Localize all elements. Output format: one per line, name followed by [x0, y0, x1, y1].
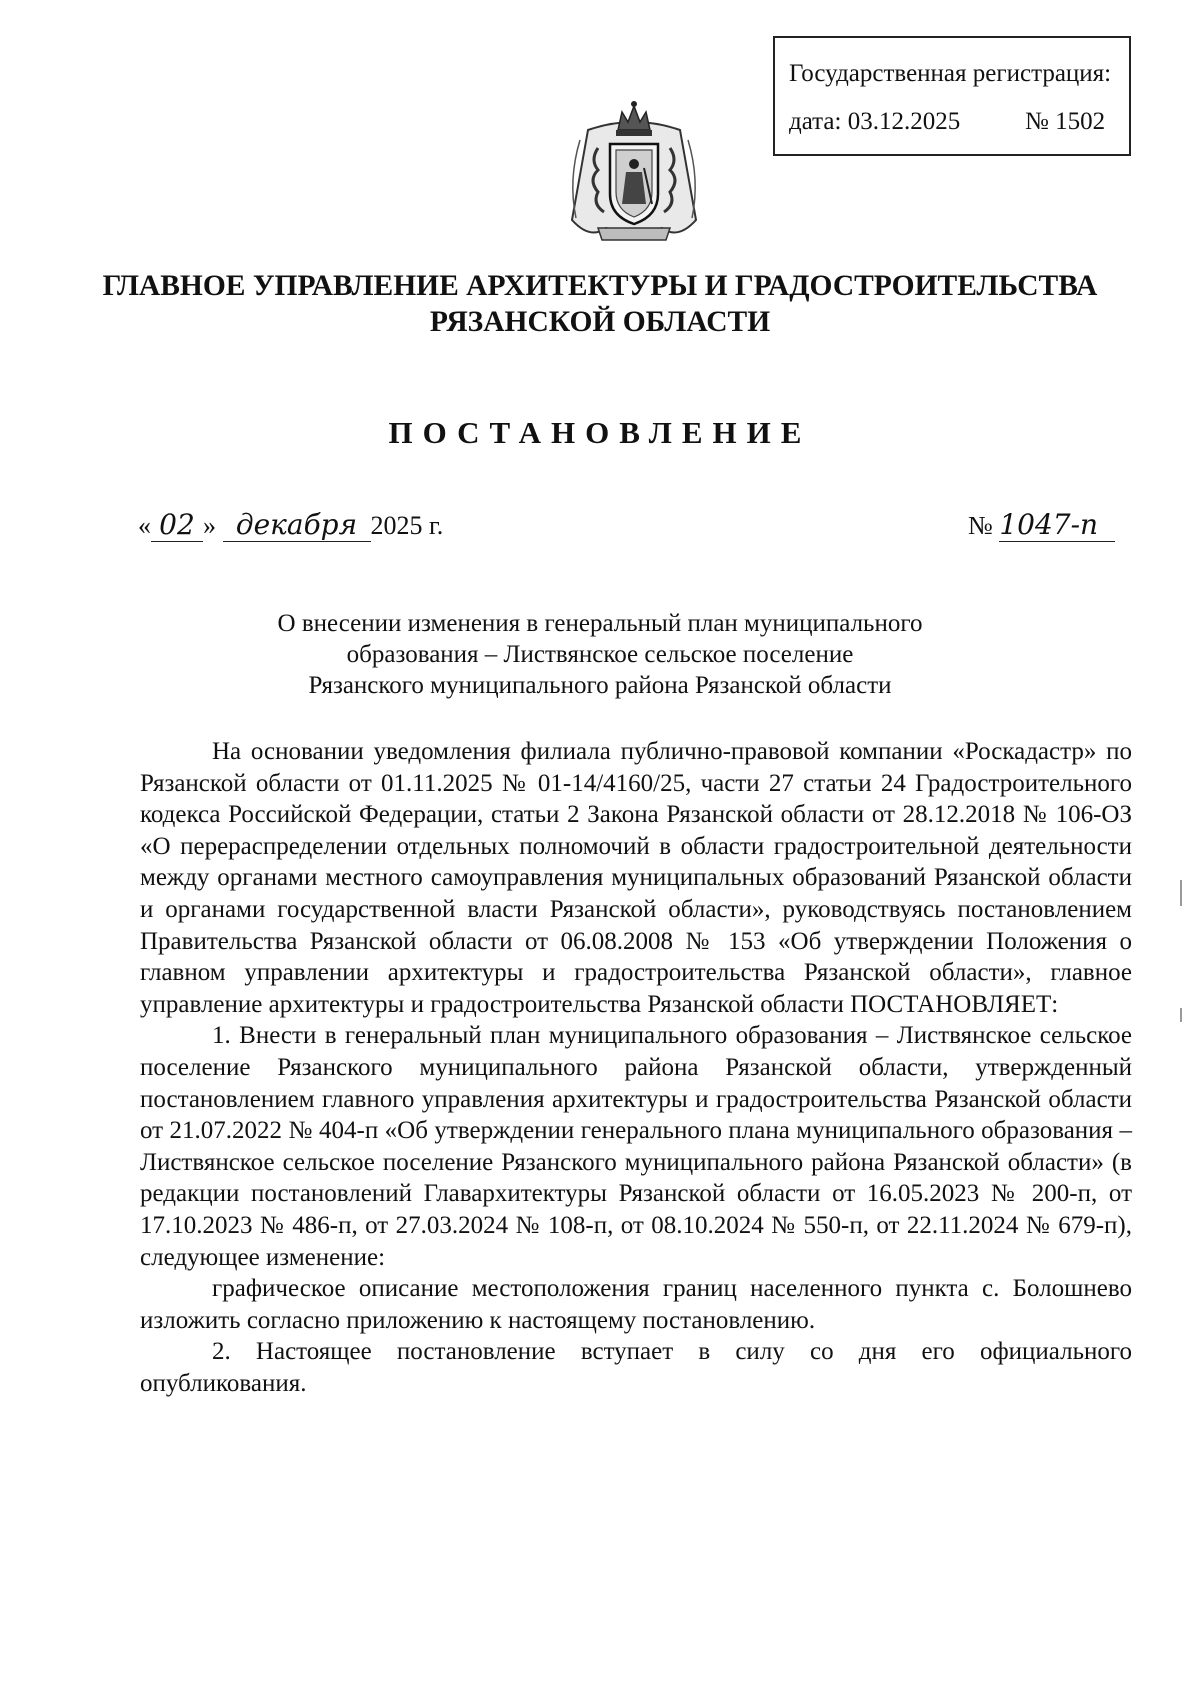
document-type: ПОСТАНОВЛЕНИЕ — [388, 415, 812, 450]
decree-month: декабря — [223, 508, 371, 542]
preamble-paragraph: На основании уведомления филиала публично-правовой компании «Роскадастр» по Рязанской области от 01.11.2025 № 01-14/4160/25, части 27 статьи 24 Градостроительного кодекса Российской Федерации, статьи 2 Закона Рязанской области от 28.12.2018 № 106-ОЗ «О перераспределении отдельных полномочий в области градостроительной деятельности между органами местного самоуправления муниципальных образований Рязанской области и органами государственной власти Рязанской области», руководствуясь постановлением Правительства Рязанской области от 06.08.2008 № 153 «Об утверждении Положения о главном управлении архитектуры и градостроительства Рязанской области», главное управление архитектуры и градостроительства Рязанской области ПОСТАНОВЛЯЕТ: — [140, 738, 1132, 1018]
item-1-paragraph: 1. Внести в генеральный план муниципального образования – Листвянское сельское поселение Рязанского муниципального района Рязанской области, утвержденный постановлением главного управления архитектуры и градостроительства Рязанской области от 21.07.2022 № 404-п «Об утверждении генерального плана муниципального образования – Листвянское сельское поселение Рязанского муниципального района Рязанской области» (в редакции постановлений Главархитектуры Рязанской области от 16.05.2023 № 200-п, от 17.10.2023 № 486-п, от 27.03.2024 № 108-п, от 08.10.2024 № 550-п, от 22.11.2024 № 679-п), следующее изменение: — [140, 1022, 1132, 1271]
decree-subject — [0, 608, 1200, 701]
decree-year: 2025 г. — [370, 511, 444, 540]
quote-close: » — [203, 511, 216, 540]
subject-line1: О внесении изменения в генеральный план муниципального — [277, 610, 923, 637]
ryazan-coat-of-arms-icon — [558, 100, 710, 250]
decree-number-prefix: № — [968, 511, 993, 540]
subject-line3: Рязанского муниципального района Рязанской области — [308, 672, 892, 699]
quote-open: « — [138, 511, 151, 540]
registration-number: № 1502 — [1025, 108, 1106, 135]
registration-date: дата: 03.12.2025 — [789, 108, 961, 135]
item-1-change-paragraph: графическое описание местоположения границ населенного пункта с. Болошнево изложить согласно приложению к настоящему постановлению. — [140, 1275, 1132, 1334]
scan-mark — [1180, 880, 1182, 906]
registration-stamp — [773, 36, 1131, 156]
subject-line2: образования – Листвянское сельское поселение — [346, 641, 854, 668]
registration-title: Государственная регистрация: — [789, 60, 1112, 87]
scan-mark — [1180, 1008, 1182, 1022]
organization-name-line1: ГЛАВНОЕ УПРАВЛЕНИЕ АРХИТЕКТУРЫ И ГРАДОСТРОИТЕЛЬСТВА — [102, 270, 1098, 302]
decree-day: 02 — [151, 508, 203, 542]
decree-date — [138, 508, 443, 542]
organization-name-line2: РЯЗАНСКОЙ ОБЛАСТИ — [429, 306, 771, 338]
decree-number — [968, 508, 1115, 542]
decree-body — [140, 736, 1132, 1399]
item-2-paragraph: 2. Настоящее постановление вступает в силу со дня его официального опубликования. — [140, 1338, 1132, 1397]
decree-number-value: 1047-п — [999, 508, 1115, 542]
